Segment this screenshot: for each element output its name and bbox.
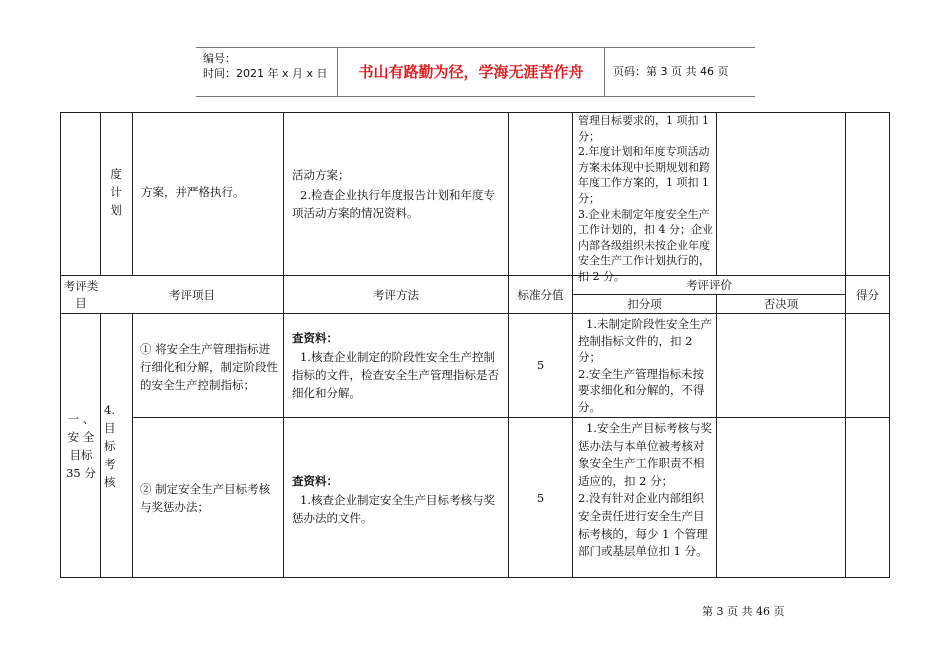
table-line: [716, 112, 717, 276]
table-line: [60, 275, 890, 276]
page-footer: 第 3 页 共 46 页: [702, 605, 785, 618]
row2-score: 5: [536, 491, 545, 505]
row1-deduction: 1.未制定阶段性安全生产控制指标文件的，扣 2 分； 2.安全生产管理指标未按要求细化和分解的，不得分。: [578, 317, 712, 414]
row1-item: ① 将安全生产管理指标进行细化和分解，制定阶段性的安全生产控制指标；: [140, 342, 278, 392]
subcategory-target-assessment: 4. 目 标 考 核: [104, 403, 116, 489]
table-line: [60, 313, 890, 314]
table-line: [60, 577, 890, 578]
header-deduction: 扣分项: [627, 297, 662, 311]
header-category: 考评类目: [63, 279, 99, 310]
table-line: [100, 112, 101, 276]
row2-method: 1.核查企业制定安全生产目标考核与奖惩办法的文件。: [292, 493, 495, 525]
row2-item: ② 制定安全生产目标考核与奖惩办法；: [140, 482, 271, 514]
table-line: [132, 112, 133, 276]
category-cell: [64, 410, 98, 482]
table-line: [845, 112, 846, 578]
top-method-line2: 2.检查企业执行年度报告计划和年度专项活动方案的情况资料。: [292, 188, 495, 220]
table-line: [508, 112, 509, 578]
table-line: [716, 294, 717, 578]
table-line: [60, 112, 61, 578]
row1-method: 1.核查企业制定的阶段性安全生产控制指标的文件，检查安全生产管理指标是否细化和分解。: [292, 350, 499, 400]
table-line: [132, 417, 890, 418]
category-line: 目标: [69, 448, 93, 462]
subcategory-plan: 度 计 划: [110, 167, 122, 217]
table-line: [100, 313, 101, 578]
number-label: 编号：: [203, 52, 236, 65]
row1-method-title: 查资料：: [292, 331, 338, 345]
header-evaluation: 考评评价: [686, 278, 732, 292]
top-item-text: 方案，并严格执行。: [141, 185, 245, 199]
header-item: 考评项目: [169, 288, 215, 302]
table-line: [572, 112, 573, 578]
top-deduction-text: 管理目标要求的，1 项扣 1 分； 2.年度计划和年度专项活动方案未体现中长期规划和跨年度工作方案的，1 项扣 1 分； 3.企业未制定年度安全生产工作计划的，扣 4 分；企业内部各级组织未按企业年度安全生产工作计划执行的，扣 2 分。: [578, 114, 713, 283]
motto: 书山有路勤为径，学海无涯苦作舟: [338, 48, 605, 96]
category-line: 35 分: [66, 466, 96, 480]
table-line: [60, 112, 890, 113]
header-result: 得分: [856, 288, 879, 302]
header-method: 考评方法: [373, 288, 419, 302]
top-method-line1: 活动方案；: [292, 168, 350, 182]
header-veto: 否决项: [763, 297, 799, 311]
page-number-label: 页码：第 3 页 共 46 页: [613, 65, 729, 78]
table-line: [889, 112, 890, 578]
header-score: 标准分值: [517, 288, 564, 302]
row1-score: 5: [536, 358, 545, 372]
time-label: 时间：2021 年 x 月 x 日: [203, 67, 328, 80]
category-line: 安 全: [67, 430, 95, 444]
table-line: [572, 294, 845, 295]
category-line: 一 、: [67, 412, 95, 426]
table-line: [283, 112, 284, 578]
row2-method-title: 查资料：: [292, 474, 338, 488]
table-line: [132, 313, 133, 578]
row2-deduction: 1.安全生产目标考核与奖惩办法与本单位被考核对象安全生产工作职责不相适应的，扣 2 分； 2.没有针对企业内部组织安全责任进行安全生产目标考核的，每少 1 个管理部门或基层单位扣 1 分。: [578, 421, 712, 559]
